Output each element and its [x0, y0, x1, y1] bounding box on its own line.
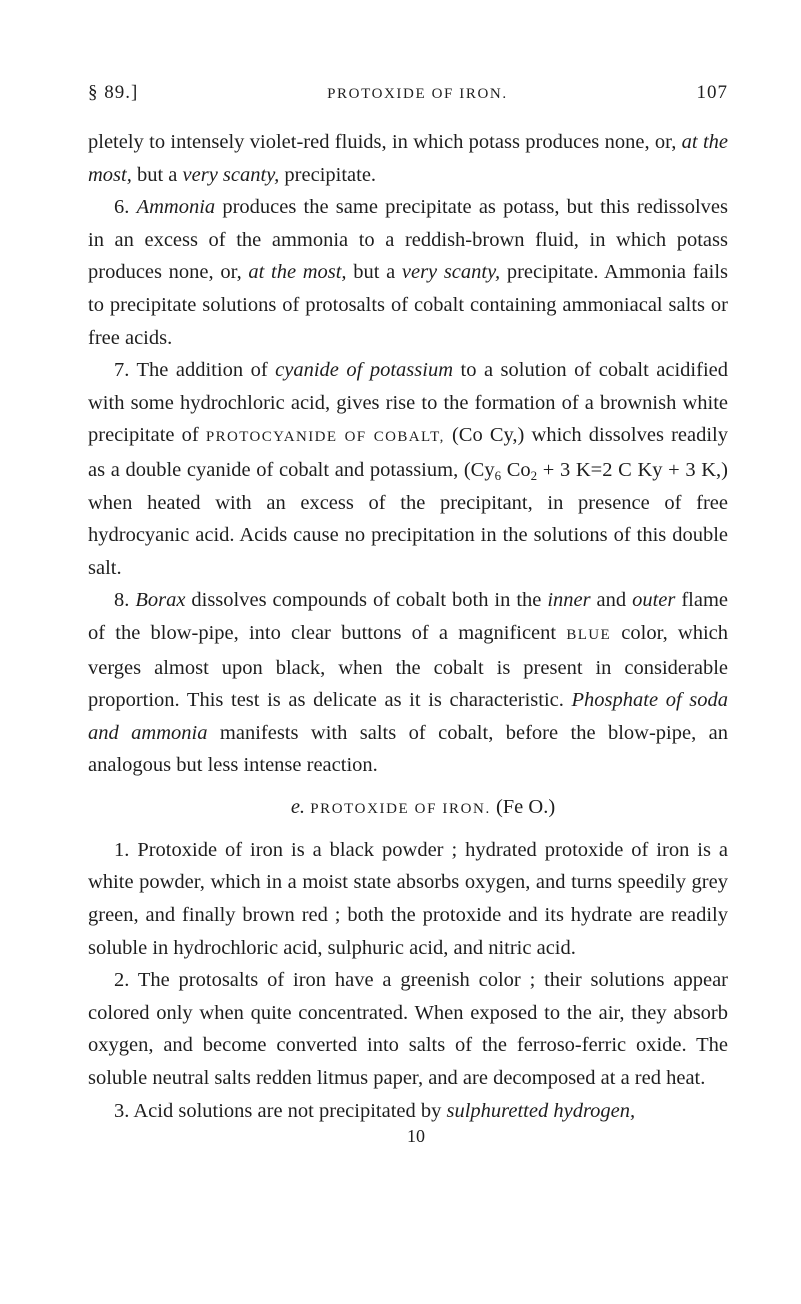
page-number: 107 [696, 82, 728, 103]
paragraph-continuation: pletely to intensely violet-red fluids, in which potass produces none, or, at the most, but a very scanty, precipitate. [88, 131, 728, 186]
running-head [88, 82, 728, 104]
section-number: § 89.] [88, 82, 139, 103]
section-heading: e. PROTOXIDE OF IRON. (Fe O.) [290, 795, 556, 818]
running-title: PROTOXIDE OF IRON. [327, 86, 508, 102]
book-page [88, 82, 728, 1147]
paragraph-2-protosalts: 2. The protosalts of iron have a greenish color ; their solutions appear colored only when quite concentrated. When exposed to the air, they absorb oxygen, and become converted into salts of the ferroso-ferric oxide. The soluble neutral salts redden litmus paper, and are decomposed at a red heat. [88, 969, 728, 1090]
paragraph-7-cyanide: 7. The addition of cyanide of potassium to a solution of cobalt acidified with some hydrochloric acid, gives rise to the formation of a brownish white precipitate of PROTOCYANIDE OF COBALT, (Co Cy,) which dissolves readily as a double cyanide of cobalt and potassium, ($Cy_6$ $Co_2 + 3$ K=2 C Ky + 3 K,) when heated with an excess of the precipitant, in presence of free hydrocyanic acid. Acids cause no precipitation in the solutions of this double salt. [88, 359, 728, 579]
signature-mark: 10 [407, 1126, 425, 1147]
paragraph-6-ammonia: 6. Ammonia produces the same precipitate as potass, but this redissolves in an excess of the ammonia to a reddish-brown fluid, in which potass produces none, or, at the most, but a very scanty, precipitate. Ammonia fails to precipitate solutions of protosalts of cobalt containing ammoniacal salts or free acids. [88, 196, 728, 349]
paragraph-3-acid-solutions: 3. Acid solutions are not precipitated by sulphuretted hydrogen, [114, 1099, 636, 1122]
paragraph-8-borax: 8. Borax dissolves compounds of cobalt both in the inner and outer flame of the blow-pipe, into clear buttons of a magnificent BLUE color, which verges almost upon black, when the cobalt is present in considerable proportion. This test is as delicate as it is characteristic. Phosphate of soda and ammonia manifests with salts of cobalt, before the blow-pipe, an analogous but less intense reaction. [88, 589, 729, 777]
paragraph-1-protoxide: 1. Protoxide of iron is a black powder ; hydrated protoxide of iron is a white powder, which in a moist state absorbs oxygen, and turns speedily grey green, and finally brown red ; both the protoxide and its hydrate are readily soluble in hydrochloric acid, sulphuric acid, and nitric acid. [88, 838, 728, 959]
